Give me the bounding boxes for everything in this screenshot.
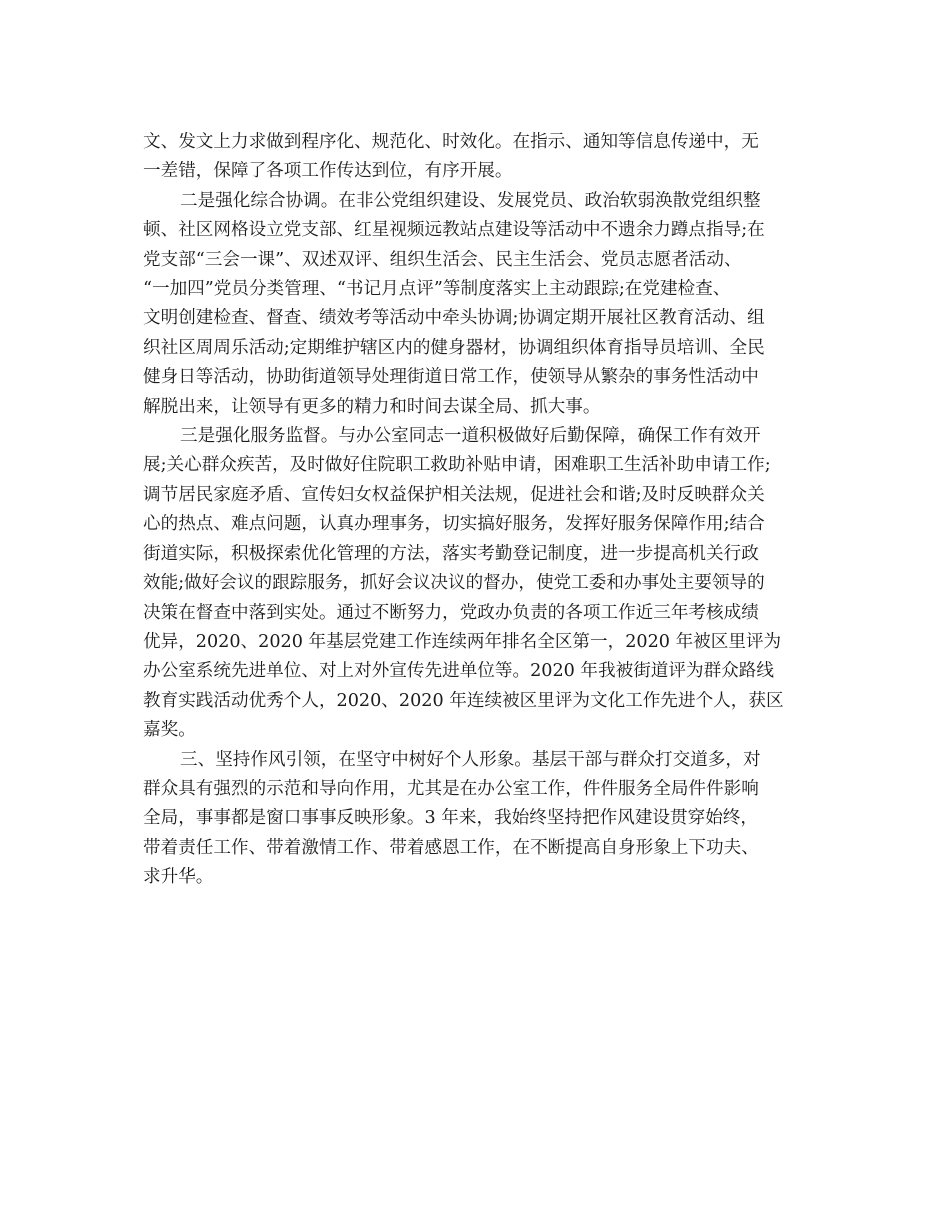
text-line: 一差错，保障了各项工作传达到位，有序开展。 xyxy=(143,161,513,182)
text-line: 办公室系统先进单位、对上对外宣传先进单位等。2020 年我被街道评为群众路线 xyxy=(143,661,774,682)
text-line: 求升华。 xyxy=(143,867,214,888)
text-line: 心的热点、难点问题，认真办理事务，切实搞好服务，发挥好服务保障作用;结合 xyxy=(143,514,765,535)
text-line: 教育实践活动优秀个人，2020、2020 年连续被区里评为文化工作先进个人，获区 xyxy=(143,690,784,711)
text-line: “一加四”党员分类管理、“书记月点评”等制度落实上主动跟踪;在党建检查、 xyxy=(143,279,731,300)
text-line: 解脱出来，让领导有更多的精力和时间去谋全局、抓大事。 xyxy=(143,396,601,417)
paragraph-3 xyxy=(143,422,811,745)
text-line: 群众具有强烈的示范和导向作用，尤其是在办公室工作，件件服务全局件件影响 xyxy=(143,778,759,799)
paragraph-4 xyxy=(143,746,811,893)
text-line: 街道实际，积极探索优化管理的方法，落实考勤登记制度，进一步提高机关行政 xyxy=(143,543,759,564)
text-line: 嘉奖。 xyxy=(143,720,196,741)
text-line: 三、坚持作风引领，在坚守中树好个人形象。基层干部与群众打交道多，对 xyxy=(180,749,761,770)
text-line: 全局，事事都是窗口事事反映形象。3 年来，我始终坚持把作风建设贯穿始终， xyxy=(143,808,758,829)
text-line: 文明创建检查、督查、绩效考等活动中牵头协调;协调定期开展社区教育活动、组 xyxy=(143,308,765,329)
paragraph-1 xyxy=(143,128,811,187)
text-line: 效能;做好会议的跟踪服务，抓好会议决议的督办，使党工委和办事处主要领导的 xyxy=(143,573,765,594)
text-line: 健身日等活动，协助街道领导处理街道日常工作，使领导从繁杂的事务性活动中 xyxy=(143,367,759,388)
text-line: 带着责任工作、带着激情工作、带着感恩工作，在不断提高自身形象上下功夫、 xyxy=(143,837,759,858)
text-line: 优异，2020、2020 年基层党建工作连续两年排名全区第一，2020 年被区里评为 xyxy=(143,631,782,652)
text-line: 党支部“三会一课”、双述双评、组织生活会、民主生活会、党员志愿者活动、 xyxy=(143,249,742,270)
text-line: 文、发文上力求做到程序化、规范化、时效化。在指示、通知等信息传递中，无 xyxy=(143,132,759,152)
text-line: 顿、社区网格设立党支部、红星视频远教站点建设等活动中不遗余力蹲点指导;在 xyxy=(143,220,765,241)
text-line: 展;关心群众疾苦，及时做好住院职工救助补贴申请，困难职工生活补助申请工作; xyxy=(143,455,771,476)
text-line: 二是强化综合协调。在非公党组织建设、发展党员、政治软弱涣散党组织整 xyxy=(180,190,761,211)
document-body xyxy=(143,128,811,893)
text-line: 织社区周周乐活动;定期维护辖区内的健身器材，协调组织体育指导员培训、全民 xyxy=(143,337,765,358)
text-line: 调节居民家庭矛盾、宣传妇女权益保护相关法规，促进社会和谐;及时反映群众关 xyxy=(143,484,765,505)
paragraph-2 xyxy=(143,187,811,422)
text-line: 决策在督查中落到实处。通过不断努力，党政办负责的各项工作近三年考核成绩 xyxy=(143,602,759,623)
text-line: 三是强化服务监督。与办公室同志一道积极做好后勤保障，确保工作有效开 xyxy=(180,426,761,447)
